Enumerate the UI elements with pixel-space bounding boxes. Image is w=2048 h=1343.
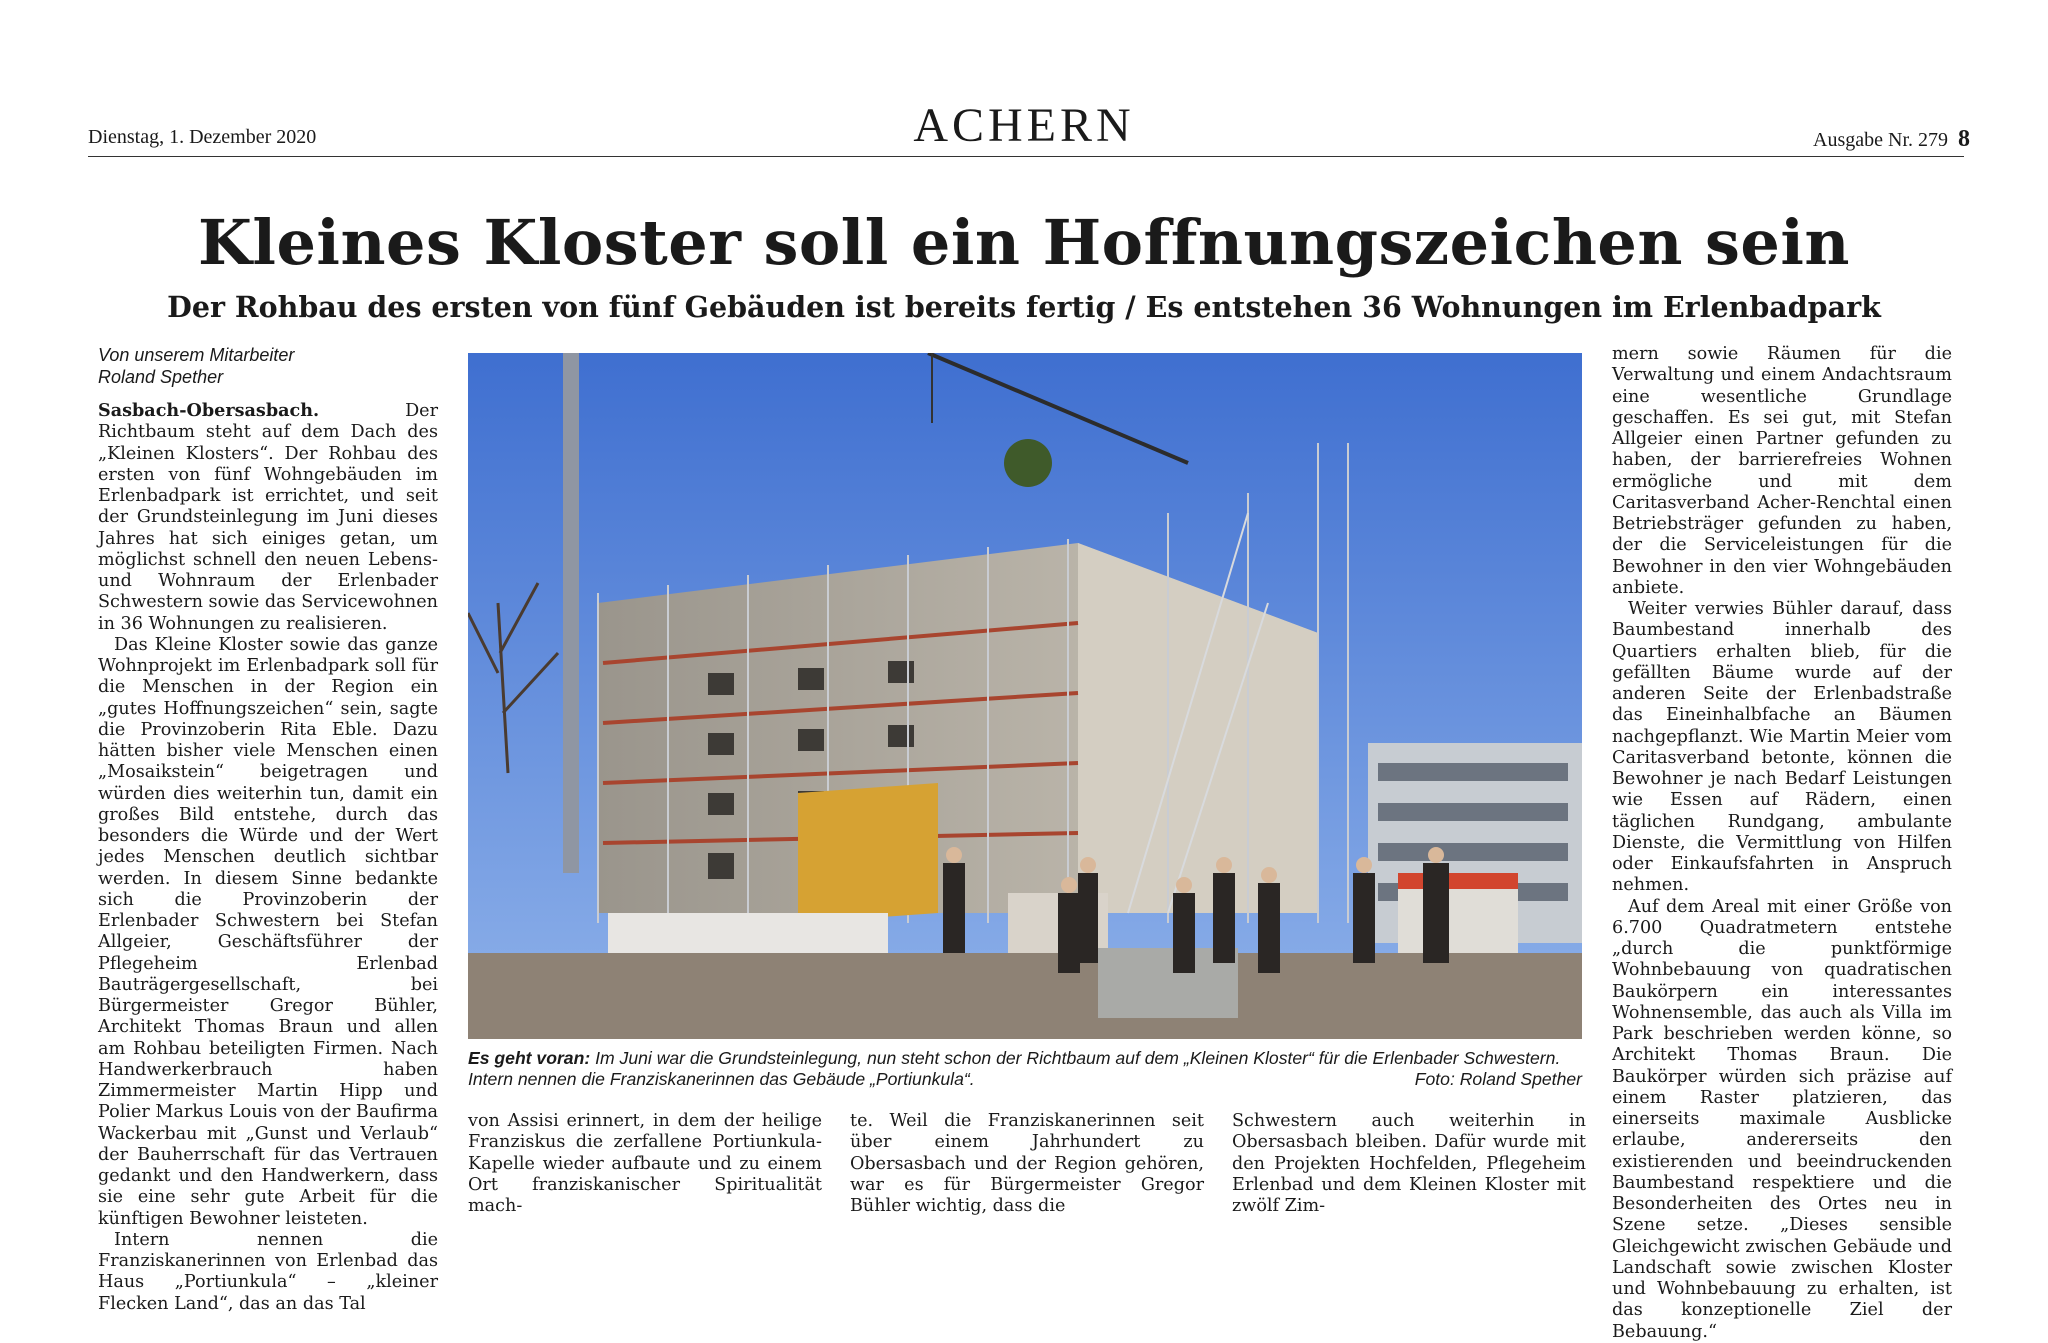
- article-column-3: [850, 1111, 1204, 1217]
- paragraph: [98, 400, 438, 635]
- paragraph: von Assisi erinnert, in dem der heilige Franziskus die zerfallene Portiunkula-Kapelle wieder aufbaute und zu einem Ort franziskanischer Spiritualität mach-: [468, 1111, 822, 1216]
- article-column-2: [468, 1111, 822, 1217]
- paragraph: mern sowie Räumen für die Verwaltung und einem Andachtsraum eine wesentliche Grundlage geschaffen. Es sei gut, mit Stefan Allgeier einen Partner gefunden zu haben, der barrierefreies Wohnen ermögliche und mit dem Caritasverband Acher-Renchtal einen Betriebsträger gefunden zu haben, der die Serviceleistungen für die Bewohner in den vier Wohngebäuden anbiete.: [1612, 344, 1952, 598]
- construction-site-image: [468, 353, 1582, 1039]
- article-column-1: [98, 344, 438, 1315]
- paragraph: Schwestern auch weiterhin in Obersasbach bleiben. Dafür wurde mit den Projekten Hochfelden, Pflegeheim Erlenbad und dem Kleinen Kloster mit zwölf Zim-: [1232, 1111, 1586, 1216]
- paragraph: Intern nennen die Franziskanerinnen von Erlenbad das Haus „Portiunkula“ – „kleiner Flecken Land“, das an das Tal: [98, 1229, 438, 1314]
- dateline: Sasbach-Obersasbach.: [98, 400, 320, 421]
- section-title: ACHERN: [913, 99, 1135, 152]
- paragraph: Weiter verwies Bühler darauf, dass Baumbestand innerhalb des Quartiers erhalten blieb, für die gefällten Bäume wurde auf der anderen Seite der Erlenbadstraße das Eineinhalbfache an Bäumen nachgepflanzt. Wie Martin Meier vom Caritasverband betonte, können die Bewohner je nach Bedarf Leistungen wie Essen auf Rädern, einen täglichen Rundgang, ambulante Dienste, die Vermittlung von Hilfen oder Einkaufsfahrten in Anspruch nehmen.: [1612, 599, 1952, 896]
- caption-label: Es geht voran:: [468, 1048, 591, 1068]
- article-column-5: [1612, 344, 1952, 1343]
- article-column-4: [1232, 1111, 1586, 1217]
- issue-date: Dienstag, 1. Dezember 2020: [88, 126, 317, 148]
- issue-label: Ausgabe Nr. 279: [1813, 129, 1948, 151]
- article-subheadline: Der Rohbau des ersten von fünf Gebäuden ist bereits fertig / Es entstehen 36 Wohnungen im Erlenbadpark: [167, 290, 1881, 324]
- photo-caption: [468, 1048, 1582, 1090]
- paragraph: Auf dem Areal mit einer Größe von 6.700 Quadratmetern entstehe „durch die punktförmige Wohnbebauung von quadratischen Baukörpern ein interessantes Wohnensemble, das auch als Villa im Park beschrieben werden könne, so Architekt Thomas Braun. Die Baukörper würden sich präzise auf einem Raster platzieren, das einerseits maximale Ausblicke erlaube, andererseits den existierenden und beeindruckenden Baumbestand respektiere und die Besonderheiten des Ortes neu in Szene setze. „Dieses sensible Gleichgewicht zwischen Gebäude und Landschaft sowie zwischen Kloster und Wohnbebauung zu erhalten, ist das konzeptionelle Ziel der Bebauung.“: [1612, 896, 1952, 1342]
- author-byline: [98, 344, 438, 388]
- caption-text: Im Juni war die Grundsteinlegung, nun steht schon der Richtbaum auf dem „Kleinen Kloster“ für die Erlenbader Schwestern. Intern nennen die Franziskanerinnen das Gebäude „Portiunkula“.: [468, 1048, 1561, 1089]
- issue-number: [1813, 126, 1970, 153]
- article-headline: Kleines Kloster soll ein Hoffnungszeichen sein: [198, 206, 1850, 279]
- header-rule: [88, 156, 1964, 157]
- page-number: 8: [1958, 126, 1970, 152]
- author-line-1: Von unserem Mitarbeiter: [98, 345, 295, 365]
- paragraph: Das Kleine Kloster sowie das ganze Wohnprojekt im Erlenbadpark soll für die Menschen in der Region ein „gutes Hoffnungszeichen“ sein, sagte die Provinzoberin Rita Eble. Dazu hätten bisher viele Menschen einen „Mosaikstein“ beigetragen und würden dies weiterhin tun, damit ein großes Bild entstehe, durch das besonders die Würde und der Wert jedes Menschen deutlich sichtbar werden. In diesem Sinne bedankte sich die Provinzoberin der Erlenbader Schwestern bei Stefan Allgeier, Geschäftsführer der Pflegeheim Erlenbad Bauträgergesellschaft, bei Bürgermeister Gregor Bühler, Architekt Thomas Braun und allen am Rohbau beteiligten Firmen. Nach Handwerkerbrauch haben Zimmermeister Martin Hipp und Polier Markus Louis von der Baufirma Wackerbau mit „Gunst und Verlaub“ der Bauherrschaft für das Vertrauen gedankt und den Handwerkern, dass sie eine sehr gute Arbeit für die künftigen Bewohner leisteten.: [98, 634, 438, 1229]
- photo-credit: Foto: Roland Spether: [1414, 1069, 1582, 1089]
- paragraph-text: Der Richtbaum steht auf dem Dach des „Kleinen Klosters“. Der Rohbau des ersten von fünf Wohngebäuden im Erlenbadpark ist errichtet, und seit der Grundsteinlegung im Juni dieses Jahres hat sich einiges getan, um möglichst schnell den neuen Lebens- und Wohnraum der Erlenbader Schwestern sowie das Servicewohnen in 36 Wohnungen zu realisieren.: [98, 401, 439, 634]
- paragraph: te. Weil die Franziskanerinnen seit über einem Jahrhundert zu Obersasbach und der Region gehören, war es für Bürgermeister Gregor Bühler wichtig, dass die: [850, 1111, 1204, 1216]
- author-line-2: Roland Spether: [98, 367, 224, 387]
- article-photo: [468, 353, 1582, 1039]
